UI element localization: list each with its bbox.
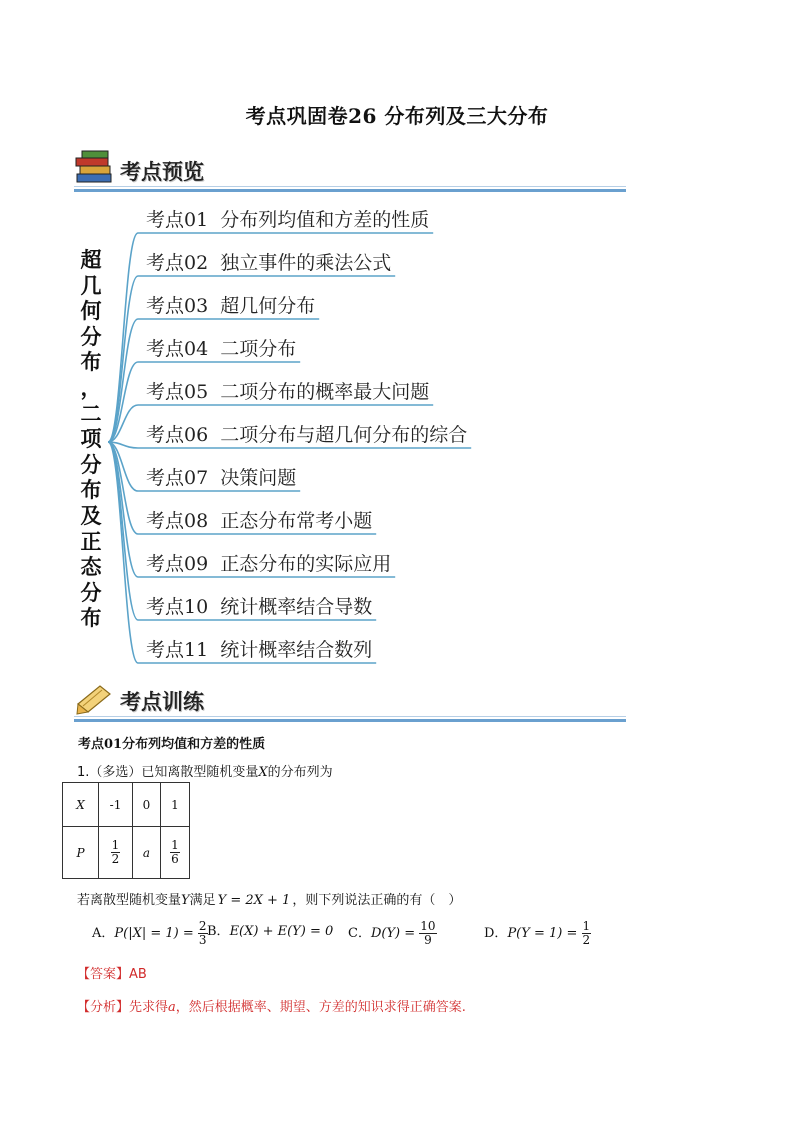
option-expr: E(X) + E(Y) = 0 [229, 924, 334, 939]
training-section-header [74, 672, 626, 722]
preview-item-label: 超几何分布 [220, 295, 316, 317]
vertical-title-char: 正 [80, 529, 102, 554]
fraction-denominator: 2 [111, 852, 120, 866]
table-cell: 1 [161, 783, 190, 827]
analysis-label: 【分析】 [77, 1000, 130, 1015]
preview-item-code: 考点06 [146, 424, 209, 446]
table-row [63, 783, 190, 827]
preview-item-label: 统计概率结合数列 [220, 639, 373, 661]
table-cell: P [63, 827, 99, 879]
preview-item [146, 549, 391, 576]
preview-item-label: 二项分布与超几何分布的综合 [220, 424, 468, 446]
analysis-suffix: ，然后根据概率、期望、方差的知识求得正确答案. [175, 1000, 466, 1015]
analysis-line [77, 996, 466, 1015]
vertical-title-char: 超 [80, 248, 102, 272]
preview-item-label: 正态分布的实际应用 [220, 553, 392, 575]
page-title: 考点巩固卷26 分布列及三大分布 [245, 104, 549, 128]
preview-item [146, 506, 372, 533]
fraction-denominator: 3 [198, 933, 207, 948]
table-cell: a [133, 827, 161, 879]
vertical-title-char: 分 [80, 452, 102, 477]
preview-item-code: 考点11 [146, 639, 209, 661]
condition-suffix: ，则下列说法正确的有（ ） [292, 893, 462, 908]
option-b [207, 920, 333, 939]
fraction-numerator: 2 [198, 919, 207, 933]
option-expr: P(Y = 1) = [507, 926, 578, 942]
option-d [484, 920, 591, 947]
preview-item [146, 420, 467, 447]
option-letter: C． [348, 926, 371, 942]
table-cell [161, 827, 190, 879]
preview-item-code: 考点07 [146, 467, 209, 489]
preview-item-label: 统计概率结合导数 [220, 596, 373, 618]
option-expr: P(|X| = 1) = [114, 926, 194, 942]
vertical-title-char: 布 [80, 606, 102, 631]
question-condition [77, 889, 461, 908]
preview-item-label: 决策问题 [220, 467, 297, 489]
vertical-title-char: 二 [80, 401, 102, 426]
fraction-numerator: 1 [171, 837, 179, 852]
vertical-title-char: 分 [80, 580, 102, 605]
training-header-label: 考点训练 [120, 690, 204, 714]
books-icon [74, 148, 116, 188]
condition-relation: Y = 2X + 1 [217, 893, 291, 908]
option-expr: D(Y) = [370, 926, 416, 942]
condition-var: Y [181, 893, 190, 908]
preview-item [146, 463, 296, 490]
preview-item-code: 考点03 [146, 295, 209, 317]
vertical-title-char: 布 [80, 478, 102, 503]
preview-item [146, 205, 429, 232]
preview-item-code: 考点04 [146, 338, 209, 360]
question-stem-var: X [258, 765, 268, 780]
fraction-numerator: 10 [420, 919, 436, 933]
preview-item-label: 二项分布的概率最大问题 [220, 381, 430, 403]
vertical-title-char: 及 [80, 503, 102, 528]
distribution-table [62, 782, 190, 879]
preview-item-code: 考点08 [146, 510, 209, 532]
table-cell [99, 827, 133, 879]
fraction-numerator: 1 [582, 919, 591, 933]
analysis-var: a [168, 1000, 176, 1015]
option-letter: B． [207, 924, 230, 939]
preview-item-label: 二项分布 [220, 338, 297, 360]
vertical-title-char: 布 [80, 350, 102, 375]
question-stem-suffix: 的分布列为 [267, 765, 333, 780]
preview-item-code: 考点05 [146, 381, 209, 403]
option-letter: A． [92, 926, 115, 942]
table-cell: -1 [99, 783, 133, 827]
question-stem [77, 761, 333, 780]
vertical-title-char: 态 [80, 555, 102, 580]
preview-item-code: 考点10 [146, 596, 209, 618]
condition-mid: 满足 [189, 893, 216, 908]
fraction-denominator: 9 [424, 933, 432, 948]
preview-item-code: 考点02 [146, 252, 209, 274]
table-row [63, 827, 190, 879]
table-cell: X [63, 783, 99, 827]
preview-item [146, 334, 296, 361]
question-stem-prefix: 1.（多选）已知离散型随机变量 [77, 765, 259, 780]
vertical-title-char: 分 [80, 324, 102, 349]
analysis-prefix: 先求得 [129, 1000, 169, 1015]
answer-label: 【答案】 [77, 967, 130, 982]
training-subheading: 考点01分布列均值和方差的性质 [78, 737, 266, 752]
option-letter: D． [484, 926, 508, 942]
fraction-numerator: 1 [111, 837, 120, 852]
preview-section-header [74, 142, 626, 192]
preview-item [146, 635, 372, 662]
condition-prefix: 若离散型随机变量 [77, 893, 182, 908]
option-c [348, 920, 437, 947]
preview-item [146, 592, 372, 619]
preview-item [146, 377, 429, 404]
option-a [92, 920, 208, 947]
table-cell: 0 [133, 783, 161, 827]
preview-item-code: 考点01 [146, 209, 209, 231]
preview-item-label: 独立事件的乘法公式 [220, 252, 392, 274]
fraction-denominator: 2 [582, 933, 591, 948]
preview-item-label: 分布列均值和方差的性质 [220, 209, 430, 231]
vertical-title-char: 几 [80, 273, 102, 298]
answer-line [77, 963, 147, 982]
pencil-note-icon [74, 680, 114, 718]
fraction-denominator: 6 [171, 852, 179, 866]
answer-value: AB [129, 967, 147, 982]
preview-item-label: 正态分布常考小题 [220, 510, 373, 532]
preview-item [146, 291, 315, 318]
preview-header-label: 考点预览 [120, 160, 204, 184]
vertical-title-char: ， [80, 375, 102, 400]
preview-item [146, 248, 391, 275]
preview-item-code: 考点09 [146, 553, 209, 575]
vertical-title-char: 何 [80, 299, 102, 324]
vertical-title-char: 项 [80, 427, 102, 452]
